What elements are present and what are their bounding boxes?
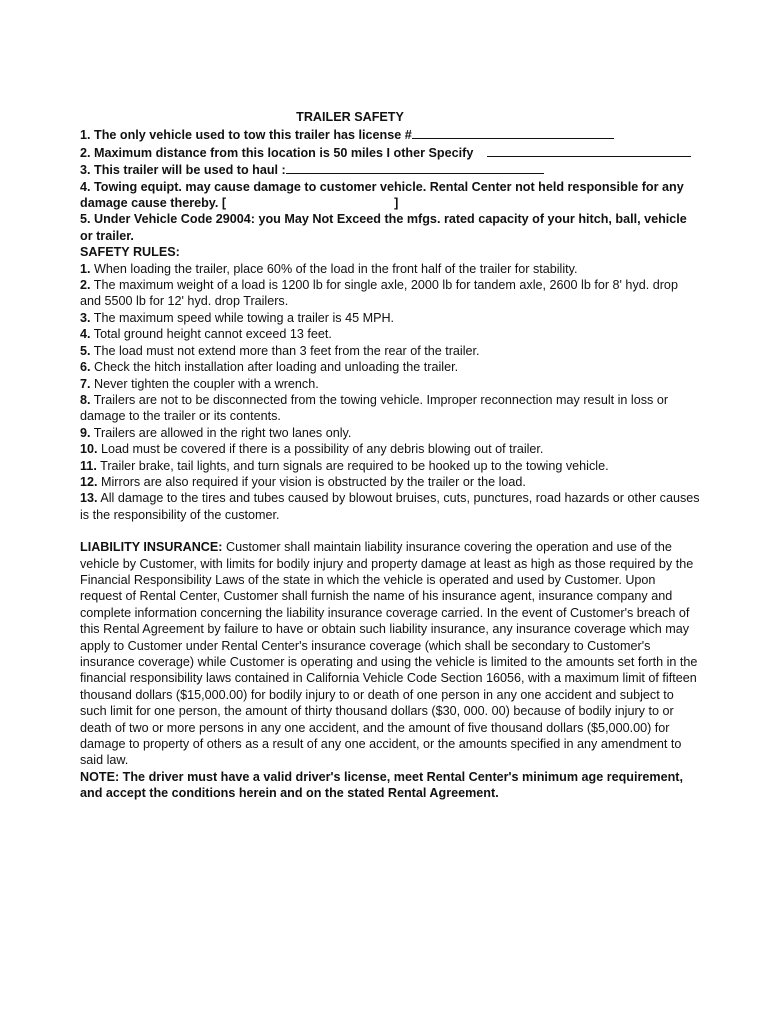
- safety-rules-list: [80, 261, 700, 524]
- header-item-4-text: 4. Towing equipt. may cause damage to customer vehicle. Rental Center not held responsible for any damage cause thereby.: [80, 179, 684, 211]
- list-item: [80, 343, 700, 359]
- header-item-2-text: 2. Maximum distance from this location is 50 miles I other Specify: [80, 145, 474, 160]
- rule-number: 13.: [80, 491, 98, 506]
- header-item-1-text: 1. The only vehicle used to tow this trailer has license #: [80, 128, 412, 143]
- list-item: [80, 261, 700, 277]
- list-item: [80, 310, 700, 326]
- header-item-4-close-bracket: ]: [394, 196, 399, 211]
- rule-number: 4.: [80, 327, 91, 342]
- header-item-1: [80, 126, 700, 143]
- section-spacer: [80, 523, 700, 539]
- rule-text: When loading the trailer, place 60% of the load in the front half of the trailer for stability.: [94, 261, 578, 276]
- list-item: [80, 326, 700, 342]
- header-item-3: [80, 161, 700, 178]
- license-blank-field[interactable]: [412, 126, 614, 139]
- rule-number: 2.: [80, 278, 91, 293]
- rule-text: The maximum weight of a load is 1200 lb for single axle, 2000 lb for tandem axle, 2600 lb for 8' hyd. drop and 5500 lb for 12' hyd. drop Trailers.: [80, 278, 678, 309]
- rule-number: 6.: [80, 360, 91, 375]
- rule-text: Check the hitch installation after loading and unloading the trailer.: [94, 360, 459, 375]
- list-item: [80, 458, 700, 474]
- rule-text: Trailer brake, tail lights, and turn signals are required to be hooked up to the towing vehicle.: [100, 458, 609, 473]
- safety-rules-heading: SAFETY RULES:: [80, 245, 180, 260]
- header-item-4-open-bracket: [: [221, 196, 227, 211]
- rule-number: 1.: [80, 261, 91, 276]
- rule-text: The load must not extend more than 3 feet from the rear of the trailer.: [93, 343, 480, 358]
- rule-number: 11.: [80, 458, 97, 473]
- list-item: [80, 425, 700, 441]
- rule-text: Load must be covered if there is a possibility of any debris blowing out of trailer.: [101, 442, 544, 457]
- rule-text: The maximum speed while towing a trailer is 45 MPH.: [93, 310, 395, 325]
- rule-number: 3.: [80, 310, 91, 325]
- list-item: [80, 376, 700, 392]
- rule-number: 12.: [80, 474, 98, 489]
- rule-number: 5.: [80, 343, 91, 358]
- rule-number: 9.: [80, 425, 91, 440]
- rule-text: Trailers are not to be disconnected from the towing vehicle. Improper reconnection may result in loss or damage to the trailer or its contents.: [80, 392, 669, 424]
- distance-specify-blank-field[interactable]: [487, 144, 691, 157]
- list-item: [80, 474, 700, 490]
- rule-text: Total ground height cannot exceed 13 feet.: [93, 327, 332, 342]
- liability-insurance-paragraph: [80, 539, 700, 769]
- liability-heading: LIABILITY INSURANCE:: [80, 540, 223, 555]
- header-item-4: [80, 179, 700, 212]
- list-item: [80, 490, 700, 523]
- header-item-2: [80, 144, 700, 161]
- header-item-5: 5. Under Vehicle Code 29004: you May Not Exceed the mfgs. rated capacity of your hitch, ball, vehicle or trailer.: [80, 212, 687, 243]
- rule-number: 8.: [80, 392, 91, 407]
- header-item-3-text: 3. This trailer will be used to haul :: [80, 163, 286, 178]
- driver-note: NOTE: The driver must have a valid driver's license, meet Rental Center's minimum age requirement, and accept the conditions herein and on the stated Rental Agreement.: [80, 769, 683, 801]
- rule-text: Never tighten the coupler with a wrench.: [94, 376, 319, 391]
- list-item: [80, 277, 700, 310]
- rule-number: 7.: [80, 376, 91, 391]
- list-item: [80, 359, 700, 375]
- rule-text: All damage to the tires and tubes caused by blowout bruises, cuts, punctures, road hazards or other causes is the responsibility of the customer.: [80, 491, 700, 522]
- list-item: [80, 392, 700, 425]
- rule-number: 10.: [80, 442, 98, 457]
- rule-text: Mirrors are also required if your vision is obstructed by the trailer or the load.: [101, 474, 526, 489]
- rule-text: Trailers are allowed in the right two lanes only.: [93, 425, 352, 440]
- document-title: TRAILER SAFETY: [296, 110, 404, 124]
- haul-blank-field[interactable]: [286, 161, 544, 174]
- document-content: [80, 109, 700, 802]
- liability-body: Customer shall maintain liability insurance covering the operation and use of the vehicle by Customer, with limits for bodily injury and property damage at least as high as those required by the Financial Responsibility Laws of the state in which the vehicle is operated and used by Customer. Upon request of Rental Center, Customer shall furnish the name of his insurance agent, insurance company and complete information concerning the liability insurance coverage carried. In the event of Customer's breach of this Rental Agreement by failure to have or obtain such liability insurance, any insurance coverage which may apply to Customer under Rental Center's insurance coverage (which shall be secondary to Customer's insurance coverage) while Customer is operating and using the vehicle is limited to the amounts set forth in the financial responsibility laws contained in California Vehicle Code Section 16056, with a maximum limit of fifteen thousand dollars ($15,000.00) for bodily injury to or death of one person in any one accident and subject to such limit for one person, the amount of thirty thousand dollars ($30, 000. 00) because of bodily injury to or death of two or more persons in any one accident, and the amount of five thousand dollars ($5,000.00) for damage to property of others as a result of any one accident, or the amounts specified in any amendment to said law.: [80, 540, 698, 768]
- list-item: [80, 441, 700, 457]
